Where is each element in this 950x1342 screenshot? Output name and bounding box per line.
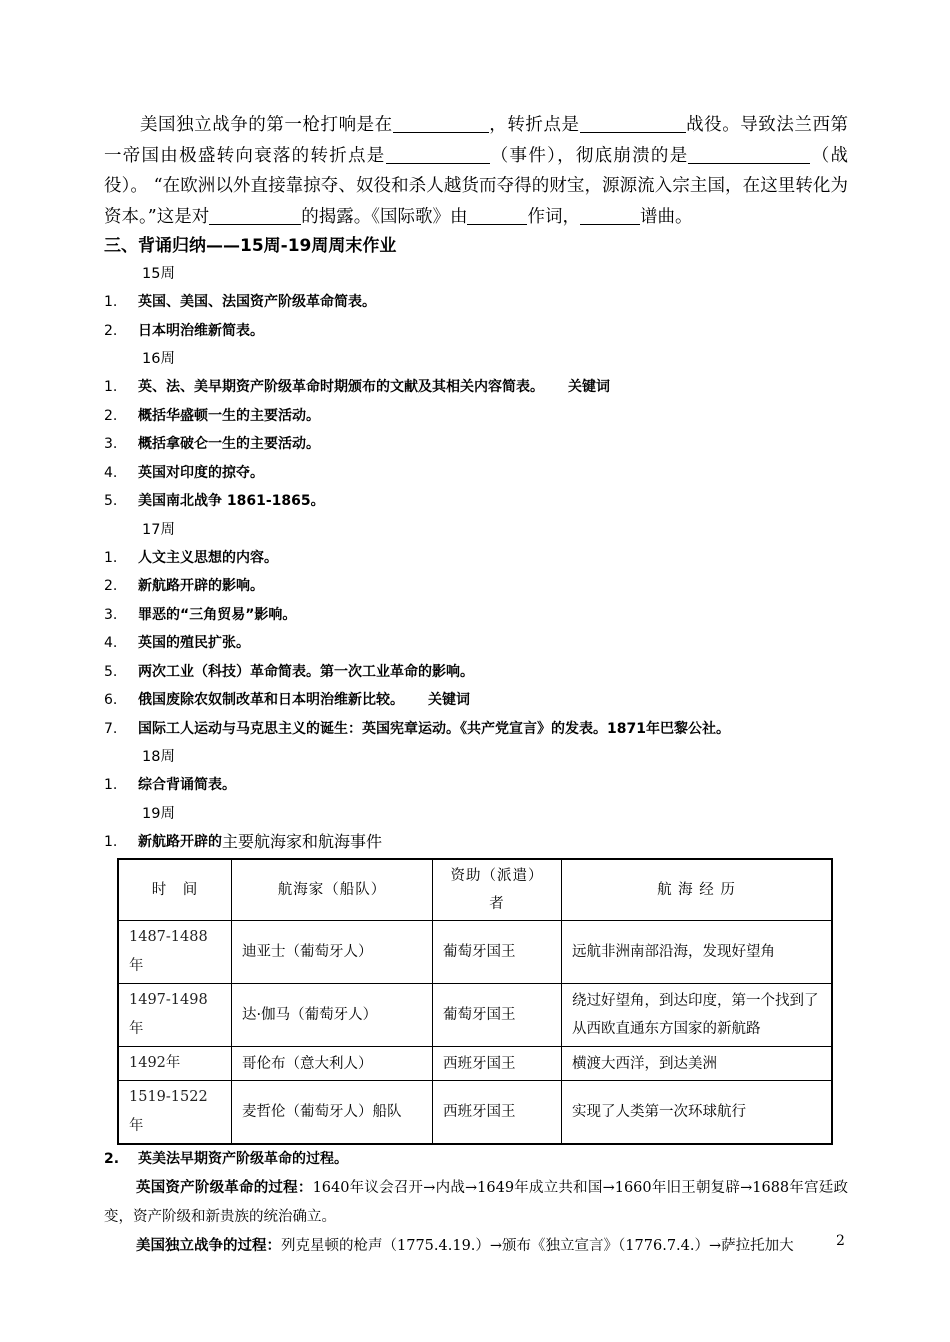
cell-navigator: 麦哲伦（葡萄牙人）船队 <box>232 1081 433 1145</box>
cell-voyage: 横渡大西洋，到达美洲 <box>562 1047 833 1081</box>
item-text: 罪恶的“三角贸易”影响。 <box>138 606 297 623</box>
usa-text: 列克星顿的枪声（1775.4.19.）→颁布《独立宣言》（1776.7.4.）→萨拉托加大 <box>281 1237 794 1254</box>
item-text: 美国南北战争 1861-1865。 <box>138 493 325 509</box>
item-text: 英美法早期资产阶级革命的过程。 <box>138 1151 348 1167</box>
fill-blank[interactable] <box>580 206 640 225</box>
item-number: 2. <box>104 407 118 424</box>
list-item <box>104 402 848 431</box>
cell-navigator: 哥伦布（意大利人） <box>232 1047 433 1081</box>
week-label: 18周 <box>142 749 175 765</box>
list-item <box>104 572 848 601</box>
cell-navigator: 迪亚士（葡萄牙人） <box>232 921 433 984</box>
item-number: 2. <box>104 578 118 594</box>
item-text: 英、法、美早期资产阶级革命时期颁布的文献及其相关内容简表。 <box>138 379 544 395</box>
document-page <box>104 110 848 1261</box>
fill-blank[interactable] <box>580 114 686 133</box>
cell-time: 1487-1488年 <box>118 921 232 984</box>
item-text: 国际工人运动与马克思主义的诞生：英国宪章运动。《共产党宣言》的发表。1871年巴黎公社。 <box>138 720 730 737</box>
list-item <box>104 317 848 346</box>
table-row <box>118 984 832 1047</box>
intro-text: ，转折点是 <box>488 115 580 135</box>
intro-paragraph <box>104 110 848 232</box>
item-number: 1. <box>104 294 118 310</box>
item-text-bold: 新航路开辟的 <box>138 833 222 850</box>
intro-text: 的揭露。《国际歌》由 <box>301 206 468 227</box>
list-item <box>104 715 848 744</box>
list-item <box>104 430 848 459</box>
voyages-table <box>117 858 833 1145</box>
item-text: 综合背诵简表。 <box>138 777 236 793</box>
england-label: 英国资产阶级革命的过程： <box>136 1179 313 1196</box>
fill-blank[interactable] <box>386 145 490 164</box>
cell-sponsor: 葡萄牙国王 <box>433 984 562 1047</box>
item-number: 6. <box>104 692 118 708</box>
fill-blank[interactable] <box>393 114 489 133</box>
item-number: 3. <box>104 606 118 623</box>
england-text: 1640年议会召开→内战→1649年成立共和国→1660年旧王朝复辟→1688年宫廷政变，资产阶级和新贵族的统治确立。 <box>104 1179 849 1225</box>
item-text: 日本明治维新简表。 <box>138 322 264 339</box>
item-text: 人文主义思想的内容。 <box>138 549 278 566</box>
item-number: 2. <box>104 322 118 339</box>
cell-voyage: 实现了人类第一次环球航行 <box>562 1081 833 1145</box>
list-item <box>104 373 848 402</box>
item-number: 5. <box>104 493 118 509</box>
item-text-plain: 主要航海家和航海事件 <box>222 831 383 851</box>
table-row <box>118 921 832 984</box>
page-number: 2 <box>836 1233 845 1249</box>
keyword-tag: 关键词 <box>428 692 470 708</box>
list-item <box>104 487 848 516</box>
week-label: 19周 <box>142 805 175 822</box>
england-process <box>104 1174 848 1232</box>
item-number: 4. <box>104 635 118 651</box>
item-number: 1. <box>104 833 118 850</box>
cell-navigator: 达·伽马（葡萄牙人） <box>232 984 433 1047</box>
item-number: 1. <box>104 549 118 566</box>
header-time: 时 间 <box>118 859 232 921</box>
header-navigator: 航海家（船队） <box>232 859 433 921</box>
intro-text: （事件），彻底崩溃的是 <box>489 145 689 166</box>
fill-blank[interactable] <box>688 145 810 164</box>
cell-sponsor: 西班牙国王 <box>433 1081 562 1145</box>
table-row <box>118 1081 832 1145</box>
cell-sponsor: 葡萄牙国王 <box>433 921 562 984</box>
week-label: 17周 <box>142 521 175 538</box>
list-item <box>104 629 848 658</box>
list-item <box>104 828 848 857</box>
week-label: 16周 <box>142 351 175 367</box>
week-label: 15周 <box>142 266 175 282</box>
list-item <box>104 1145 848 1174</box>
list-item <box>104 459 848 488</box>
item-number: 2. <box>104 1151 120 1167</box>
table-row <box>118 1047 832 1081</box>
cell-voyage: 绕过好望角，到达印度，第一个找到了从西欧直通东方国家的新航路 <box>562 984 833 1047</box>
intro-text: 美国独立战争的第一枪打响是在 <box>140 115 393 135</box>
cell-time: 1519-1522年 <box>118 1081 232 1145</box>
list-item <box>104 544 848 573</box>
intro-text: （战役）。 “在欧洲以外直接靠掠夺、奴役和杀人越货而夺得的财宝，源源流入宗主国，在这里转化为资本。”这是对 <box>104 145 849 227</box>
item-number: 3. <box>104 436 118 452</box>
keyword-tag: 关键词 <box>568 379 610 395</box>
item-text: 英国的殖民扩张。 <box>138 635 250 651</box>
item-number: 1. <box>104 777 118 793</box>
item-text: 两次工业（科技）革命简表。第一次工业革命的影响。 <box>138 663 474 680</box>
section-title: 三、背诵归纳——15周-19周周末作业 <box>104 236 397 256</box>
item-number: 5. <box>104 663 118 680</box>
cell-time: 1492年 <box>118 1047 232 1081</box>
list-item <box>104 601 848 630</box>
intro-text: 战役。导致法兰西第一帝国由极盛转向衰落的转折点是 <box>104 115 849 166</box>
usa-process <box>104 1232 848 1261</box>
item-text: 英国、美国、法国资产阶级革命简表。 <box>138 294 376 310</box>
item-text: 英国对印度的掠夺。 <box>138 464 264 481</box>
list-item <box>104 288 848 317</box>
usa-label: 美国独立战争的过程： <box>136 1237 281 1254</box>
fill-blank[interactable] <box>467 206 527 225</box>
item-text: 新航路开辟的影响。 <box>138 578 264 594</box>
item-number: 4. <box>104 464 118 481</box>
intro-text: 谱曲。 <box>639 206 693 227</box>
cell-time: 1497-1498年 <box>118 984 232 1047</box>
cell-voyage: 远航非洲南部沿海，发现好望角 <box>562 921 833 984</box>
header-sponsor: 资助（派遣）者 <box>433 859 562 921</box>
list-item <box>104 658 848 687</box>
header-voyage: 航 海 经 历 <box>562 859 833 921</box>
list-item <box>104 686 848 715</box>
intro-text: 作词， <box>527 206 580 227</box>
item-number: 7. <box>104 720 118 737</box>
list-item <box>104 771 848 800</box>
item-text: 概括华盛顿一生的主要活动。 <box>138 407 320 424</box>
cell-sponsor: 西班牙国王 <box>433 1047 562 1081</box>
item-text: 概括拿破仑一生的主要活动。 <box>138 436 320 452</box>
fill-blank[interactable] <box>209 206 301 225</box>
item-text: 俄国废除农奴制改革和日本明治维新比较。 <box>138 692 404 708</box>
table-header-row <box>118 859 832 921</box>
item-number: 1. <box>104 379 118 395</box>
